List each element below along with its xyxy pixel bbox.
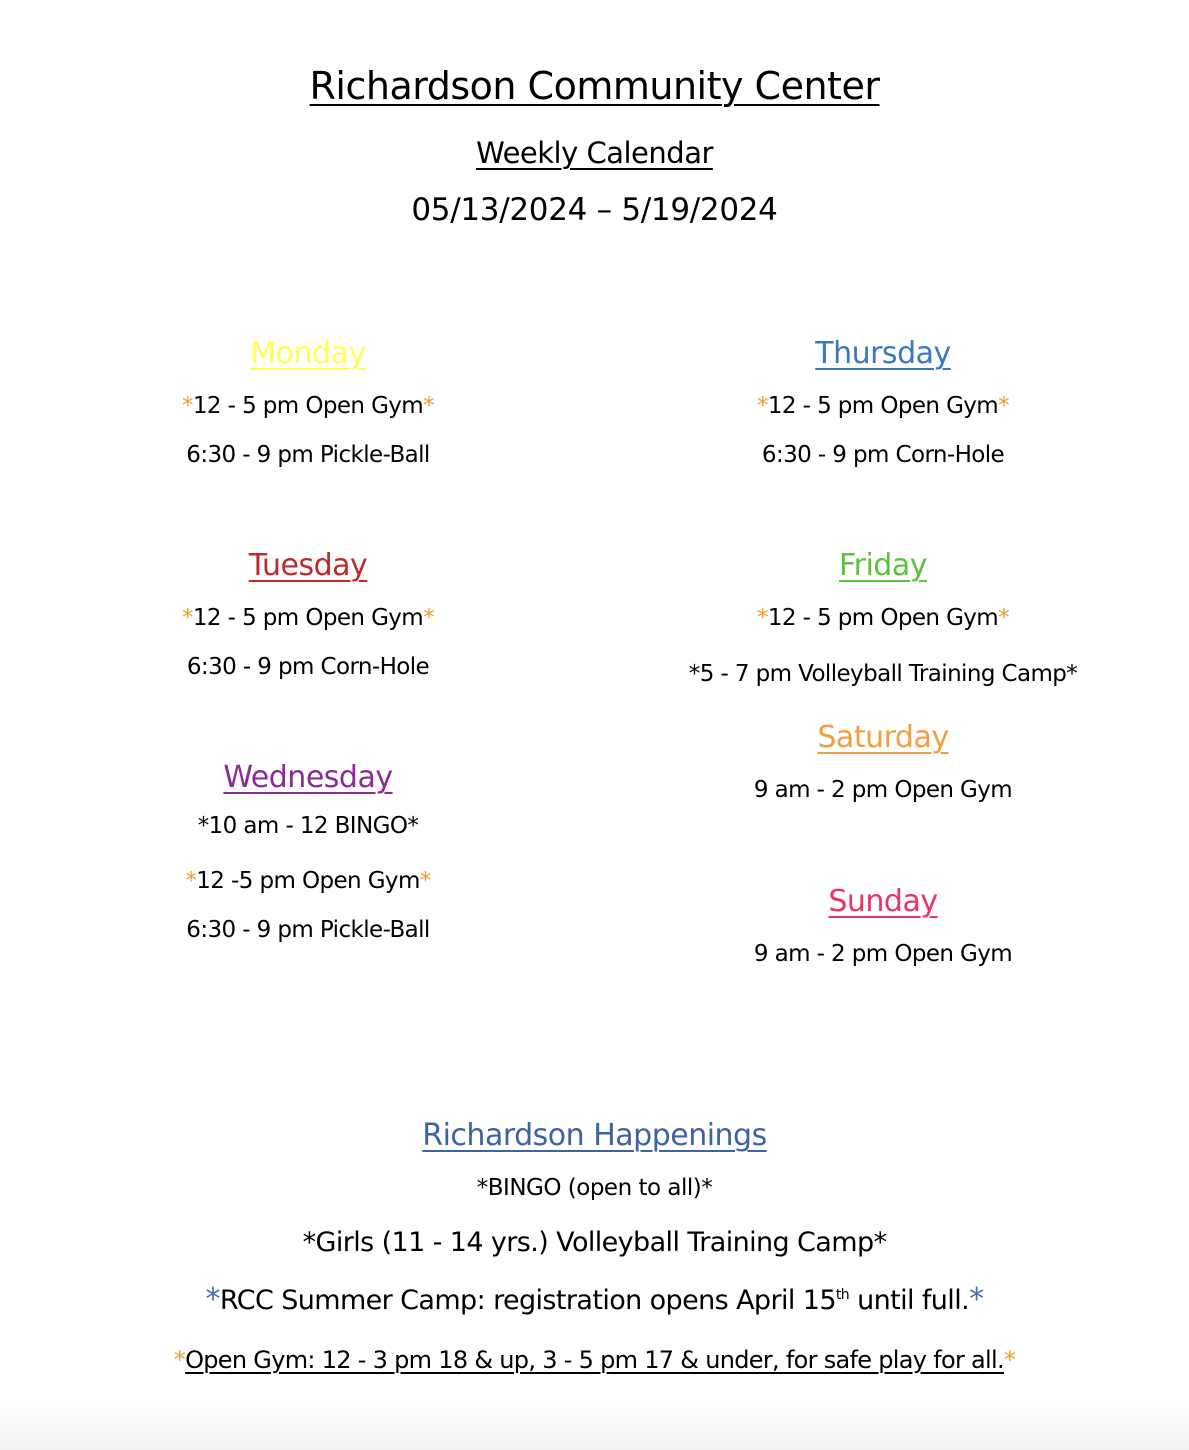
star-icon: * xyxy=(181,393,193,419)
day-sunday xyxy=(603,884,1163,968)
day-monday xyxy=(28,336,588,469)
page-title: Richardson Community Center xyxy=(309,64,880,108)
day-thursday xyxy=(603,336,1163,469)
star-icon: * xyxy=(756,393,768,419)
day-heading-monday: Monday xyxy=(250,336,366,371)
day-wednesday xyxy=(28,760,588,944)
day-friday xyxy=(603,548,1163,688)
day-heading-tuesday: Tuesday xyxy=(248,548,368,583)
day-heading-wednesday: Wednesday xyxy=(223,760,393,795)
star-icon: * xyxy=(185,868,197,894)
star-icon: * xyxy=(969,1282,984,1317)
happening-open-gym-note: *Open Gym: 12 - 3 pm 18 & up, 3 - 5 pm 17 & under, for safe play for all.* xyxy=(173,1346,1016,1374)
event-line: 9 am - 2 pm Open Gym xyxy=(753,941,1013,967)
event-line: *12 -5 pm Open Gym* xyxy=(185,868,431,894)
event-line: 6:30 - 9 pm Pickle-Ball xyxy=(186,442,430,468)
day-heading-friday: Friday xyxy=(839,548,927,583)
star-icon: * xyxy=(423,605,435,631)
event-line: *10 am - 12 BINGO* xyxy=(197,813,419,839)
star-icon: * xyxy=(173,1346,186,1374)
star-icon: * xyxy=(998,393,1010,419)
event-line: 6:30 - 9 pm Corn-Hole xyxy=(186,654,430,680)
star-icon: * xyxy=(423,393,435,419)
happenings-title: Richardson Happenings xyxy=(422,1118,767,1153)
star-icon: * xyxy=(1003,1346,1016,1374)
event-line: *12 - 5 pm Open Gym* xyxy=(756,393,1010,419)
star-icon: * xyxy=(419,868,431,894)
date-range: 05/13/2024 – 5/19/2024 xyxy=(411,192,778,228)
day-heading-sunday: Sunday xyxy=(828,884,938,919)
star-icon: * xyxy=(181,605,193,631)
day-tuesday xyxy=(28,548,588,681)
day-heading-saturday: Saturday xyxy=(817,720,949,755)
page-subtitle: Weekly Calendar xyxy=(476,136,713,170)
star-icon: * xyxy=(205,1282,220,1317)
day-heading-thursday: Thursday xyxy=(815,336,951,371)
star-icon: * xyxy=(756,605,768,631)
event-line: *12 - 5 pm Open Gym* xyxy=(181,605,435,631)
happening-volleyball: *Girls (11 - 14 yrs.) Volleyball Training Camp* xyxy=(302,1227,887,1258)
event-line: *12 - 5 pm Open Gym* xyxy=(181,393,435,419)
event-line: 9 am - 2 pm Open Gym xyxy=(753,777,1013,803)
event-line: *5 - 7 pm Volleyball Training Camp* xyxy=(688,661,1078,687)
event-line: *12 - 5 pm Open Gym* xyxy=(756,605,1010,631)
day-saturday xyxy=(603,720,1163,804)
star-icon: * xyxy=(998,605,1010,631)
happening-summer-camp: *RCC Summer Camp: registration opens April 15th until full.* xyxy=(205,1282,984,1317)
happening-bingo: *BINGO (open to all)* xyxy=(476,1175,713,1201)
event-line: 6:30 - 9 pm Pickle-Ball xyxy=(186,917,430,943)
event-line: 6:30 - 9 pm Corn-Hole xyxy=(761,442,1005,468)
